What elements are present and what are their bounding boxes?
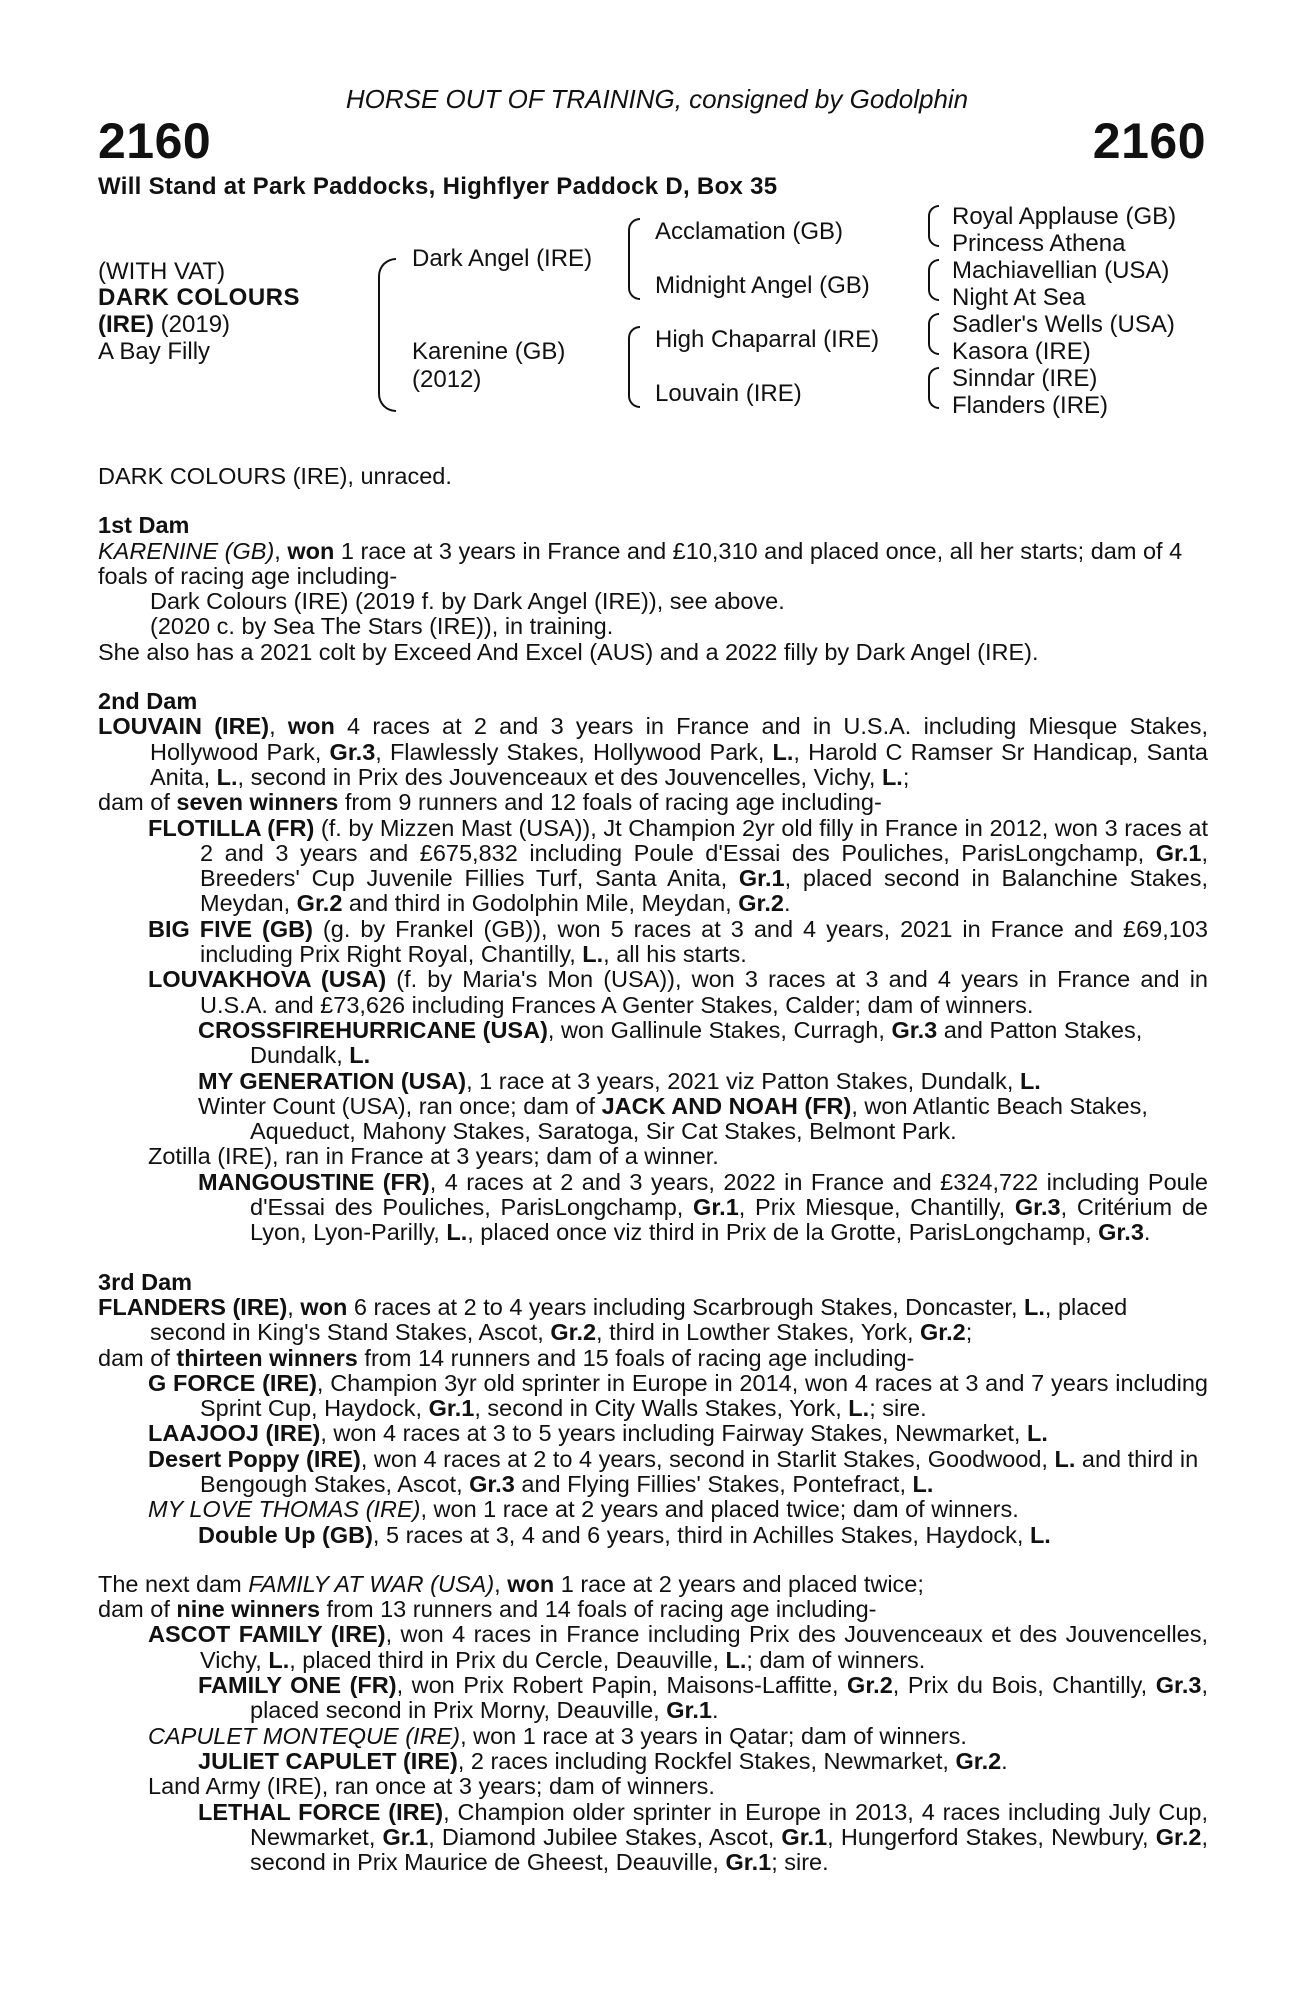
sdd: Night At Sea <box>952 284 1086 311</box>
pedigree-brace-1 <box>378 258 396 412</box>
sire-sire: Acclamation (GB) <box>655 218 844 245</box>
dam-sire: High Chaparral (IRE) <box>655 326 880 353</box>
dsd: Kasora (IRE) <box>952 338 1091 365</box>
third-dam-record: FLANDERS (IRE), won 6 races at 2 to 4 years including Scarbrough Stakes, Doncaster, L., placed second in King's Stand Stakes, Ascot, Gr.2, third in Lowther Stakes, York, Gr.2; <box>98 1293 1128 1346</box>
horse-description: A Bay Filly <box>98 338 211 365</box>
sds: Machiavellian (USA) <box>952 257 1170 284</box>
pedigree-brace-2b <box>628 326 640 408</box>
dam: Karenine (GB) <box>412 338 566 365</box>
sire: Dark Angel (IRE) <box>412 245 593 272</box>
section-heading-1st-dam: 1st Dam <box>98 512 190 539</box>
produce-line: (2020 c. by Sea The Stars (IRE)), in training. <box>150 613 614 640</box>
lot-number-left: 2160 <box>98 113 212 169</box>
produce-line: BIG FIVE (GB) (g. by Frankel (GB)), won 5 races at 3 and 4 years, 2021 in France and £69,103 including Prix Right Royal, Chantilly, L., all his starts. <box>148 915 1208 968</box>
sss: Royal Applause (GB) <box>952 203 1177 230</box>
produce-line: She also has a 2021 colt by Exceed And Excel (AUS) and a 2022 filly by Dark Angel (IRE). <box>98 638 1039 665</box>
section-heading-3rd-dam: 3rd Dam <box>98 1268 193 1295</box>
produce-line: MANGOUSTINE (FR), 4 races at 2 and 3 years, 2022 in France and £324,722 including Poule d'Essai des Pouliches, ParisLongchamp, Gr.1, Prix Miesque, Chantilly, Gr.3, Critérium de Lyon, Lyon-Parilly, L., placed once viz third in Prix de la Grotte, ParisLongchamp, Gr.3. <box>198 1168 1208 1246</box>
pedigree-brace-2a <box>628 218 640 300</box>
next-dam-record: The next dam FAMILY AT WAR (USA), won 1 race at 2 years and placed twice; <box>98 1570 924 1597</box>
pedigree-brace-3b <box>928 259 939 301</box>
produce-summary: dam of thirteen winners from 14 runners and 15 foals of racing age including- <box>98 1344 915 1371</box>
first-dam-record: KARENINE (GB), won 1 race at 3 years in France and £10,310 and placed once, all her starts; dam of 4 foals of racing age including- <box>98 537 1183 589</box>
pedigree-brace-3d <box>928 367 939 409</box>
section-heading-2nd-dam: 2nd Dam <box>98 688 198 715</box>
dam-year: (2012) <box>412 366 482 393</box>
produce-line: Land Army (IRE), ran once at 3 years; dam of winners. <box>148 1773 715 1800</box>
produce-line: Desert Poppy (IRE), won 4 races at 2 to 4 years, second in Starlit Stakes, Goodwood, L. and third in Bengough Stakes, Ascot, Gr.3 and Flying Fillies' Stakes, Pontefract, L. <box>148 1445 1199 1497</box>
produce-line: LAAJOOJ (IRE), won 4 races at 3 to 5 years including Fairway Stakes, Newmarket, L. <box>148 1420 1048 1447</box>
produce-line: JULIET CAPULET (IRE), 2 races including Rockfel Stakes, Newmarket, Gr.2. <box>198 1747 1008 1774</box>
produce-summary: dam of nine winners from 13 runners and 14 foals of racing age including- <box>98 1596 877 1623</box>
produce-line: ASCOT FAMILY (IRE), won 4 races in France including Prix des Jouvenceaux et des Jouvencelles, Vichy, L., placed third in Prix du Cercle, Deauville, L.; dam of winners. <box>148 1621 1209 1673</box>
produce-line: Double Up (GB), 5 races at 3, 4 and 6 years, third in Achilles Stakes, Haydock, L. <box>198 1521 1051 1548</box>
produce-line: Dark Colours (IRE) (2019 f. by Dark Angel (IRE)), see above. <box>150 588 785 615</box>
produce-line: Winter Count (USA), ran once; dam of JACK AND NOAH (FR), won Atlantic Beach Stakes, Aqueduct, Mahony Stakes, Saratoga, Sir Cat Stakes, Belmont Park. <box>198 1092 1148 1145</box>
produce-summary: dam of seven winners from 9 runners and 12 foals of racing age including- <box>98 789 882 816</box>
produce-line: MY GENERATION (USA), 1 race at 3 years, 2021 viz Patton Stakes, Dundalk, L. <box>198 1067 1041 1094</box>
pedigree-brace-3a <box>928 205 939 247</box>
vat-note: (WITH VAT) <box>98 258 226 285</box>
produce-line: Zotilla (IRE), ran in France at 3 years; dam of a winner. <box>148 1143 719 1170</box>
pedigree-brace-3c <box>928 313 939 355</box>
produce-line: CAPULET MONTEQUE (IRE), won 1 race at 3 years in Qatar; dam of winners. <box>148 1722 967 1749</box>
consignor-line: HORSE OUT OF TRAINING, consigned by Godolphin <box>345 84 969 114</box>
stand-location: Will Stand at Park Paddocks, Highflyer Paddock D, Box 35 <box>98 173 778 200</box>
ssd: Princess Athena <box>952 230 1126 257</box>
dam-dam: Louvain (IRE) <box>655 380 802 407</box>
dds: Sinndar (IRE) <box>952 365 1098 392</box>
produce-line: LETHAL FORCE (IRE), Champion older sprinter in Europe in 2013, 4 races including July Cup, Newmarket, Gr.1, Diamond Jubilee Stakes, Ascot, Gr.1, Hungerford Stakes, Newbury, Gr.2, second in Prix Maurice de Gheest, Deauville, Gr.1; sire. <box>198 1798 1208 1876</box>
produce-line: CROSSFIREHURRICANE (USA), won Gallinule Stakes, Curragh, Gr.3 and Patton Stakes, Dundalk, L. <box>198 1016 1143 1069</box>
produce-line: LOUVAKHOVA (USA) (f. by Maria's Mon (USA)), won 3 races at 3 and 4 years in France and in U.S.A. and £73,626 including Frances A Genter Stakes, Calder; dam of winners. <box>148 966 1208 1018</box>
horse-name-suffix: (IRE) (2019) <box>98 311 231 338</box>
unraced-line: DARK COLOURS (IRE), unraced. <box>98 463 452 489</box>
pedigree-notes <box>98 464 1208 1875</box>
sire-dam: Midnight Angel (GB) <box>655 272 870 299</box>
produce-line: G FORCE (IRE), Champion 3yr old sprinter in Europe in 2014, won 4 races at 3 and 7 years including Sprint Cup, Haydock, Gr.1, second in City Walls Stakes, York, L.; sire. <box>148 1369 1208 1422</box>
ddd: Flanders (IRE) <box>952 392 1109 419</box>
lot-number-right: 2160 <box>1092 113 1206 169</box>
produce-line: FAMILY ONE (FR), won Prix Robert Papin, Maisons-Laffitte, Gr.2, Prix du Bois, Chantilly, Gr.3, placed second in Prix Morny, Deauville, Gr.1. <box>198 1672 1209 1724</box>
dss: Sadler's Wells (USA) <box>952 311 1175 338</box>
produce-line: FLOTILLA (FR) (f. by Mizzen Mast (USA)), Jt Champion 2yr old filly in France in 2012, won 3 races at 2 and 3 years and £675,832 including Poule d'Essai des Pouliches, ParisLongchamp, Gr.1, Breeders' Cup Juvenile Fillies Turf, Santa Anita, Gr.1, placed second in Balanchine Stakes, Meydan, Gr.2 and third in Godolphin Mile, Meydan, Gr.2. <box>148 814 1208 917</box>
horse-name: DARK COLOURS <box>98 284 300 311</box>
produce-line: MY LOVE THOMAS (IRE), won 1 race at 2 years and placed twice; dam of winners. <box>148 1496 1019 1523</box>
second-dam-record: LOUVAIN (IRE), won 4 races at 2 and 3 years in France and in U.S.A. including Miesque Stakes, Hollywood Park, Gr.3, Flawlessly Stakes, Hollywood Park, L., Harold C Ramser Sr Handicap, Santa Anita, L., second in Prix des Jouvenceaux et des Jouvencelles, Vichy, L.; <box>98 713 1208 790</box>
